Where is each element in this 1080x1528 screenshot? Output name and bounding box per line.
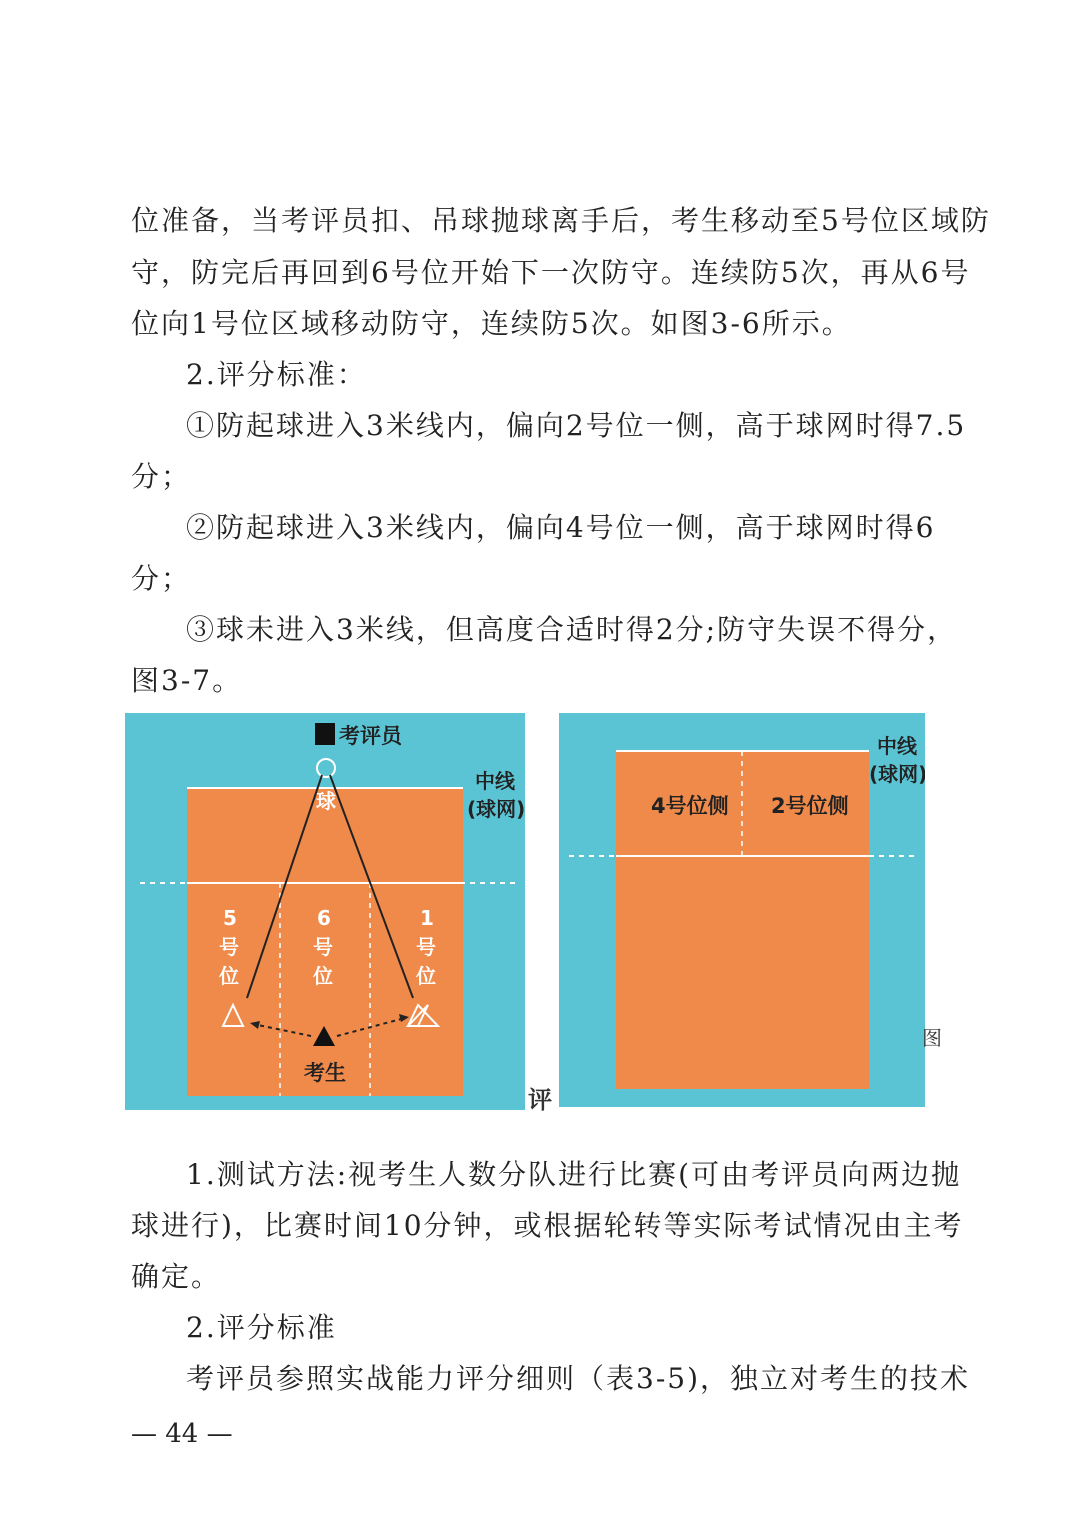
- centerline-label: 中线: [475, 769, 515, 793]
- text-line: 球进行)，比赛时间10分钟，或根据轮转等实际考试情况由主考: [131, 1209, 964, 1242]
- position-1-label: 号: [416, 935, 436, 959]
- centerline-label: 中线: [877, 734, 917, 758]
- text-line: 1.测试方法:视考生人数分队进行比赛(可由考评员向两边抛: [186, 1158, 962, 1191]
- zone-4-label: 4号位侧: [651, 794, 729, 818]
- examiner-icon: [315, 723, 335, 745]
- position-5-label: 位: [219, 964, 239, 988]
- position-5-label: 号: [219, 935, 239, 959]
- caption-fragment: 评: [528, 1086, 552, 1114]
- text-line: 确定。: [131, 1260, 222, 1293]
- figure-scoring-zones: [559, 713, 925, 1107]
- text-line: ②防起球进入3米线内，偏向4号位一侧，高于球网时得6: [186, 511, 936, 544]
- text-line: ③球未进入3米线，但高度合适时得2分;防守失误不得分，: [186, 613, 958, 646]
- examiner-label: 考评员: [339, 724, 402, 748]
- court-diagram-right: [559, 713, 925, 1107]
- figure-defense-drill: [125, 713, 525, 1110]
- text-line: 位向1号位区域移动防守，连续防5次。如图3-6所示。: [131, 307, 852, 340]
- text-line: 考评员参照实战能力评分细则（表3-5)，独立对考生的技术: [186, 1362, 971, 1395]
- position-6-label: 位: [313, 964, 333, 988]
- centerline-sub-label: (球网): [467, 797, 525, 821]
- position-1-label: 1: [420, 906, 434, 930]
- court-diagram-left: [125, 713, 525, 1110]
- position-6-label: 号: [313, 935, 333, 959]
- text-line: 分；: [131, 562, 192, 595]
- text-line: ①防起球进入3米线内，偏向2号位一侧，高于球网时得7.5: [186, 409, 967, 442]
- text-line: 分；: [131, 460, 192, 493]
- section-heading: 2.评分标准：: [186, 358, 367, 391]
- text-line: 守，防完后再回到6号位开始下一次防守。连续防5次，再从6号: [131, 256, 971, 289]
- zone-2-label: 2号位侧: [771, 794, 849, 818]
- position-6-label: 6: [317, 906, 331, 930]
- text-line: 位准备，当考评员扣、吊球抛球离手后，考生移动至5号位区域防: [131, 204, 991, 237]
- ball-label: 球: [316, 789, 336, 813]
- position-5-label: 5: [223, 906, 237, 930]
- candidate-label: 考生: [304, 1061, 346, 1085]
- centerline-sub-label: (球网): [869, 762, 925, 786]
- page-number: — 44 —: [131, 1419, 233, 1449]
- edge-fragment: 图: [922, 1026, 942, 1050]
- section-heading: 2.评分标准: [186, 1311, 337, 1344]
- text-line: 图3-7。: [131, 664, 243, 697]
- position-1-label: 位: [416, 964, 436, 988]
